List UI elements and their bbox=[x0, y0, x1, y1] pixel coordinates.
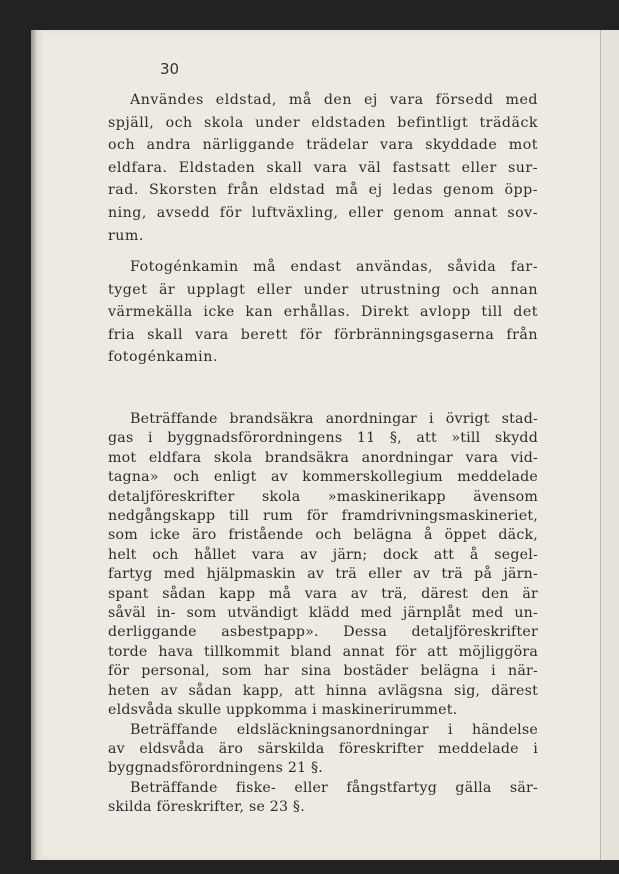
text-line: rad. Skorsten från eldstad må ej ledas genom öpp- bbox=[108, 182, 538, 199]
text-line: detaljföreskrifter skola »maskinerikapp ävensom bbox=[108, 488, 538, 505]
paragraph-photogen-fireplace bbox=[108, 256, 538, 369]
text-line: rum. bbox=[108, 227, 144, 244]
text-line: fartyg med hjälpmaskin av trä eller av trä på järn- bbox=[108, 566, 538, 583]
text-line: torde hava tillkommit bland annat för att möjliggöra bbox=[108, 643, 538, 660]
text-line: Användes eldstad, må den ej vara försedd med bbox=[130, 92, 538, 108]
text-line: tyget är upplagt eller under utrustning och annan bbox=[108, 281, 538, 298]
text-line: heten av sådan kapp, att hinna avlägsna sig, därest bbox=[108, 682, 538, 699]
text-line: skilda föreskrifter, se 23 §. bbox=[108, 799, 305, 816]
text-line: Beträffande eldsläckningsanordningar i händelse bbox=[130, 721, 538, 738]
text-line: eldfara. Eldstaden skall vara väl fastsatt eller sur- bbox=[108, 159, 538, 176]
text-line: tagna» och enligt av kommerskollegium meddelade bbox=[108, 469, 538, 486]
text-line: för personal, som har sina bostäder belägna i när- bbox=[108, 663, 538, 680]
text-line: Beträffande fiske- eller fångstfartyg gälla sär- bbox=[130, 779, 538, 796]
text-line: värmekälla icke kan erhållas. Direkt avlopp till det bbox=[108, 304, 538, 321]
text-line: ning, avsedd för luftväxling, eller genom annat sov- bbox=[108, 204, 538, 221]
text-line: och andra närliggande trädelar vara skyddade mot bbox=[108, 137, 538, 154]
text-line: byggnadsförordningens 21 §. bbox=[108, 760, 323, 777]
next-page-edge bbox=[600, 30, 619, 860]
text-line: fria skall vara berett för förbränningsgaserna från bbox=[108, 326, 538, 343]
paragraph-chimney-rules bbox=[108, 89, 538, 247]
text-line: derliggande asbestpapp». Dessa detaljföreskrifter bbox=[108, 624, 538, 641]
paragraph-fire-safety-arrangements bbox=[108, 410, 538, 818]
text-line: spant sådan kapp må vara av trä, därest den är bbox=[108, 585, 538, 602]
text-line: såväl in- som utvändigt klädd med järnplåt med un- bbox=[108, 605, 538, 622]
page-number: 30 bbox=[160, 60, 180, 78]
text-line: helt och hållet vara av järn; dock att å segel- bbox=[108, 546, 538, 563]
text-line: av eldsvåda äro särskilda föreskrifter meddelade i bbox=[108, 740, 538, 757]
text-line: gas i byggnadsförordningens 11 §, att »till skydd bbox=[108, 430, 538, 447]
text-line: som icke äro fristående och belägna å öppet däck, bbox=[108, 527, 538, 544]
text-line: fotogénkamin. bbox=[108, 349, 218, 366]
text-line: Beträffande brandsäkra anordningar i övrigt stad- bbox=[130, 411, 538, 427]
text-line: mot eldfara skola brandsäkra anordningar vara vid- bbox=[108, 449, 538, 466]
text-line: eldsvåda skulle uppkomma i maskinerirummet. bbox=[108, 702, 458, 719]
text-line: nedgångskapp till rum för framdrivningsmaskineriet, bbox=[108, 508, 538, 525]
text-line: spjäll, och skola under eldstaden befintligt trädäck bbox=[108, 114, 538, 131]
text-line: Fotogénkamin må endast användas, såvida far- bbox=[130, 259, 538, 275]
